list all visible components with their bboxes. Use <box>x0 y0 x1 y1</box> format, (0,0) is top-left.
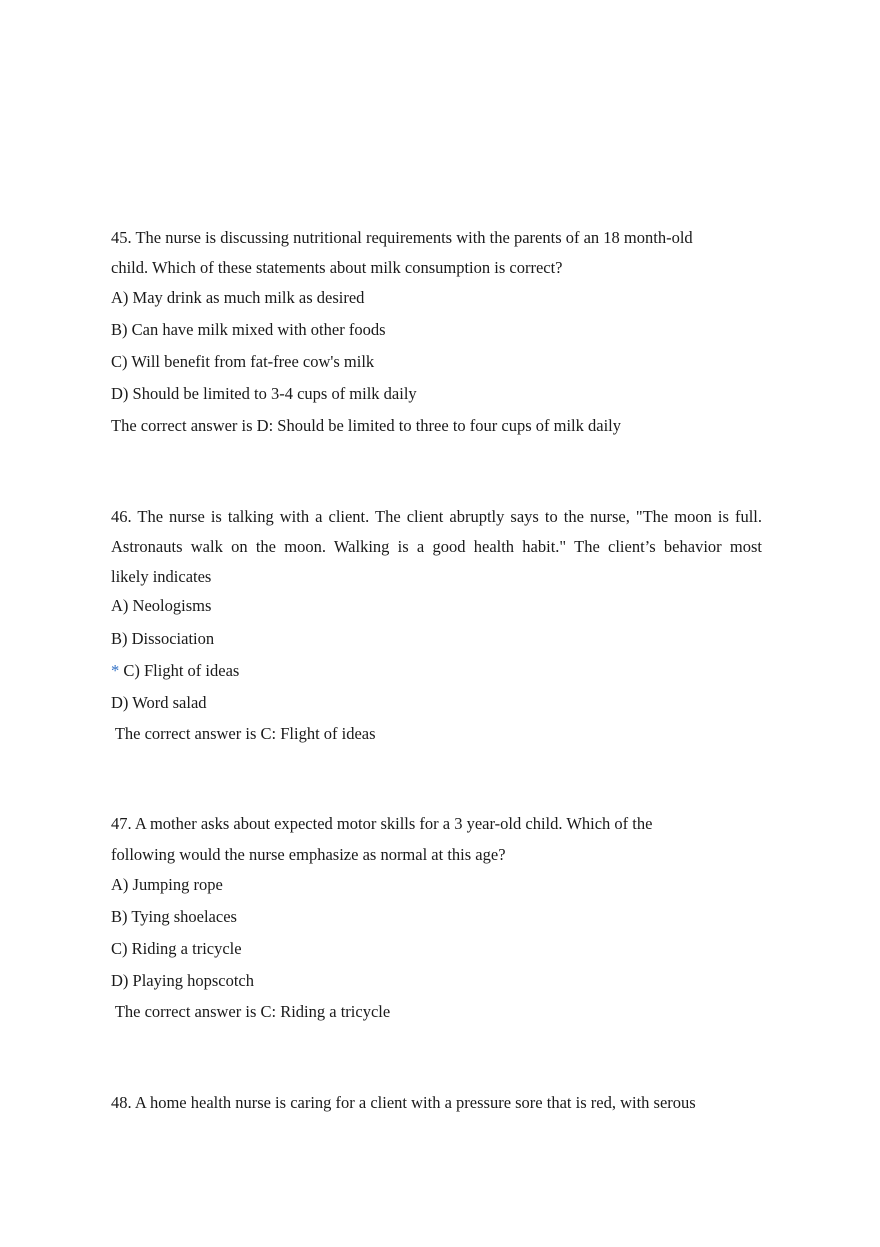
question-46-answer: The correct answer is C: Flight of ideas <box>111 724 376 743</box>
question-46-stem-line-1: 46. The nurse is talking with a client. The client abruptly says to the nurse, "The moon is full. <box>111 507 762 526</box>
question-46-option-c: C) Flight of ideas <box>123 661 240 680</box>
question-47-stem-line-2: following would the nurse emphasize as normal at this age? <box>111 845 506 864</box>
question-48-stem-line-1: 48. A home health nurse is caring for a client with a pressure sore that is red, with serous <box>111 1093 696 1112</box>
question-47-answer: The correct answer is C: Riding a tricycle <box>111 1002 391 1021</box>
question-45-answer: The correct answer is D: Should be limited to three to four cups of milk daily <box>111 416 622 435</box>
question-45-option-d: D) Should be limited to 3-4 cups of milk daily <box>111 384 417 403</box>
selected-marker-icon: * <box>111 661 120 680</box>
question-46-option-a: A) Neologisms <box>111 596 212 615</box>
question-46-option-c-row <box>111 661 239 681</box>
question-45-stem-line-1: 45. The nurse is discussing nutritional requirements with the parents of an 18 month-old <box>111 228 693 247</box>
question-46-option-d: D) Word salad <box>111 693 207 712</box>
question-45-option-b: B) Can have milk mixed with other foods <box>111 320 386 339</box>
question-45-option-a: A) May drink as much milk as desired <box>111 288 365 307</box>
question-47-stem-line-1: 47. A mother asks about expected motor skills for a 3 year-old child. Which of the <box>111 814 653 833</box>
question-47-option-d: D) Playing hopscotch <box>111 971 254 990</box>
question-47-option-a: A) Jumping rope <box>111 875 223 894</box>
question-47-option-c: C) Riding a tricycle <box>111 939 242 958</box>
question-46-option-b: B) Dissociation <box>111 629 215 648</box>
question-46-stem-line-2: Astronauts walk on the moon. Walking is a good health habit." The client’s behavior most <box>111 537 762 556</box>
question-47-option-b: B) Tying shoelaces <box>111 907 237 926</box>
question-46-stem-line-3: likely indicates <box>111 567 212 586</box>
question-45-option-c: C) Will benefit from fat-free cow's milk <box>111 352 375 371</box>
question-45-stem-line-2: child. Which of these statements about milk consumption is correct? <box>111 258 563 277</box>
